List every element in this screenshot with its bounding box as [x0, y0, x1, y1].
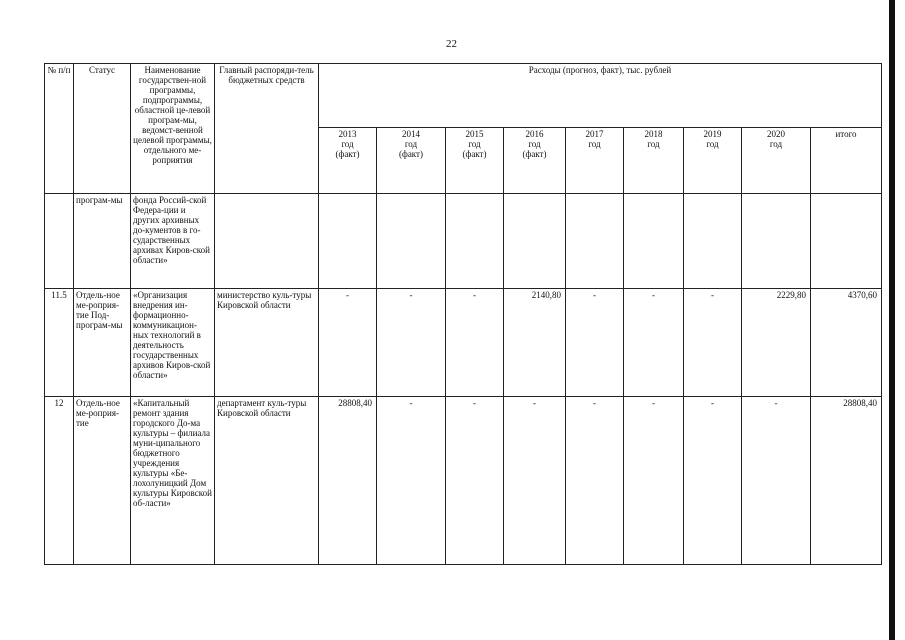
value-cell: -	[684, 397, 742, 565]
col-header-status: Статус	[74, 64, 131, 194]
col-header-expenses: Расходы (прогноз, факт), тыс. рублей	[319, 64, 882, 128]
row-num	[45, 194, 74, 289]
year-header: 2014 год (факт)	[377, 128, 446, 194]
value-cell: 2140,80	[504, 289, 566, 397]
col-header-num: № п/п	[45, 64, 74, 194]
row-manager	[215, 194, 319, 289]
value-cell	[624, 194, 684, 289]
value-cell: -	[377, 289, 446, 397]
year-header: 2020 год	[742, 128, 811, 194]
value-cell: -	[504, 397, 566, 565]
table-row	[45, 397, 882, 565]
row-name: «Организация внедрения ин-формационно-коммуникацион-ных технологий в деятельность государственных архивов Киров-ской области»	[131, 289, 215, 397]
total-cell: 4370,60	[811, 289, 882, 397]
row-name: фонда Россий-ской Федера-ции и других архивных до-кументов в го-сударственных архивах Киров-ской области»	[131, 194, 215, 289]
value-cell	[377, 194, 446, 289]
value-cell: -	[566, 289, 624, 397]
header-row-1	[45, 64, 882, 128]
value-cell	[684, 194, 742, 289]
col-header-name: Наименование государствен-ной программы, подпрограммы, областной це-левой програм-мы, ведомст-венной целевой программы, отдельного ме-роприятия	[131, 64, 215, 194]
year-header: 2013 год (факт)	[319, 128, 377, 194]
row-status: Отдель-ное ме-роприя-тие Под-програм-мы	[74, 289, 131, 397]
year-header: 2015 год (факт)	[446, 128, 504, 194]
page-number: 22	[446, 38, 457, 50]
value-cell	[446, 194, 504, 289]
table-row	[45, 194, 882, 289]
page-edge-bar	[889, 0, 895, 640]
value-cell: -	[566, 397, 624, 565]
total-cell: 28808,40	[811, 397, 882, 565]
year-header: 2016 год (факт)	[504, 128, 566, 194]
year-header: 2019 год	[684, 128, 742, 194]
total-cell	[811, 194, 882, 289]
value-cell	[319, 194, 377, 289]
row-status: Отдель-ное ме-роприя-тие	[74, 397, 131, 565]
table-row	[45, 289, 882, 397]
value-cell: -	[684, 289, 742, 397]
value-cell	[742, 194, 811, 289]
col-header-total: итого	[811, 128, 882, 194]
row-num: 12	[45, 397, 74, 565]
year-header: 2017 год	[566, 128, 624, 194]
col-header-manager: Главный распоряди-тель бюджетных средств	[215, 64, 319, 194]
row-name: «Капитальный ремонт здания городского До-ма культуры – филиала муни-ципального бюджетного учреждения культуры «Бе-лохолуницкий Дом культуры Кировской об-ласти»	[131, 397, 215, 565]
value-cell: -	[446, 289, 504, 397]
budget-table	[44, 63, 882, 565]
row-num: 11.5	[45, 289, 74, 397]
value-cell: -	[377, 397, 446, 565]
value-cell: -	[319, 289, 377, 397]
value-cell: -	[624, 397, 684, 565]
value-cell	[504, 194, 566, 289]
value-cell: -	[624, 289, 684, 397]
row-manager: министерство куль-туры Кировской области	[215, 289, 319, 397]
value-cell: -	[446, 397, 504, 565]
value-cell: 28808,40	[319, 397, 377, 565]
year-header: 2018 год	[624, 128, 684, 194]
value-cell: -	[742, 397, 811, 565]
value-cell: 2229,80	[742, 289, 811, 397]
row-status: програм-мы	[74, 194, 131, 289]
row-manager: департамент куль-туры Кировской области	[215, 397, 319, 565]
value-cell	[566, 194, 624, 289]
